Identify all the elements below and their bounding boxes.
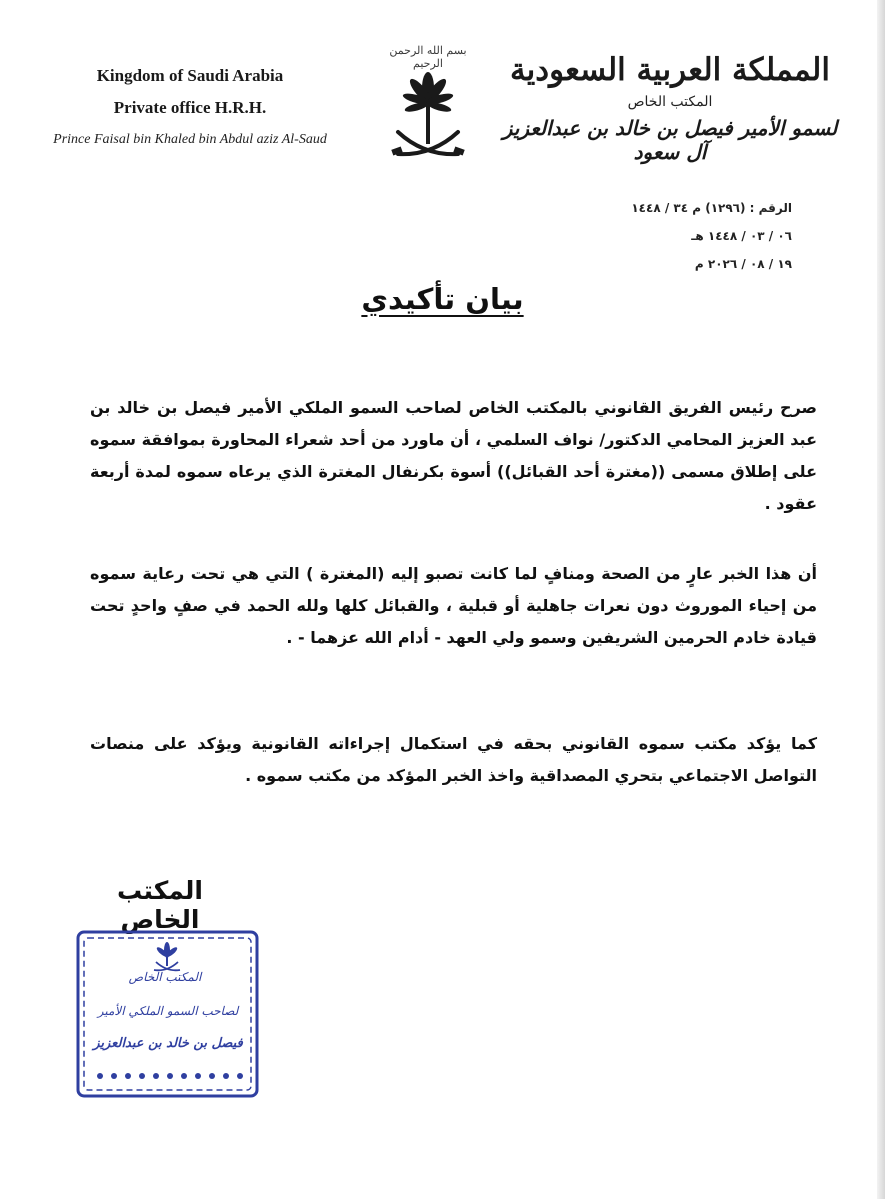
stamp-line-2: لصاحب السمو الملكي الأمير (97, 1004, 239, 1018)
office-stamp (70, 924, 265, 1104)
body-paragraph-3: كما يؤكد مكتب سموه القانوني بحقه في استكمال إجراءاته القانونية ويؤكد على منصات التواصل الاجتماعي بتحري المصداقية واخذ الخبر المؤكد من مكتب سموه . (90, 734, 817, 785)
arabic-letterhead (495, 50, 845, 164)
english-letterhead (40, 66, 340, 148)
letterhead-kingdom-ar: المملكة العربية السعودية (510, 52, 830, 88)
reference-hijri-date: ٠٦ / ٠٣ / ١٤٤٨ هـ (691, 229, 792, 243)
letterhead-kingdom: Kingdom of Saudi Arabia (96, 66, 284, 85)
palm-and-crossed-swords-emblem-icon (384, 44, 472, 174)
reference-block (631, 196, 792, 280)
document-title (0, 282, 885, 316)
body-paragraph-2: أن هذا الخبر عارٍ من الصحة ومنافٍ لما كانت تصبو إليه (المغترة ) التي هي تحت رعاية سموه من إحياء الموروث دون نعرات جاهلية أو قبلية ، والقبائل كلها ولله الحمد في صفٍ واحدٍ تحت قيادة خادم الحرمين الشريفين وسمو ولي العهد - أدام الله عزهما - . (90, 564, 817, 647)
saudi-emblem (384, 44, 472, 174)
stamp-line-1: المكتب الخاص (128, 970, 202, 984)
letterhead-office: Private office H.R.H. (113, 98, 267, 117)
reference-gregorian-date: ١٩ / ٠٨ / ٢٠٢٦ م (694, 257, 792, 271)
letterhead-office-ar: المكتب الخاص (627, 94, 713, 110)
document-title-text: بيان تأكيدي (361, 282, 524, 316)
letterhead-prince-ar: لسمو الأمير فيصل بن خالد بن عبدالعزيز آل سعود (502, 116, 838, 164)
letterhead-prince: Prince Faisal bin Khaled bin Abdul aziz Al-Saud (53, 132, 327, 147)
reference-number: الرقم : (١٢٩٦) م ٣٤ / ١٤٤٨ (631, 201, 792, 215)
stamp-line-3: فيصل بن خالد بن عبدالعزيز (93, 1036, 243, 1051)
body-paragraph-1: صرح رئيس الفريق القانوني بالمكتب الخاص لصاحب السمو الملكي الأمير فيصل بن خالد بن عبد العزيز المحامي الدكتور/ نواف السلمي ، أن ماورد من أحد شعراء المحاورة بموافقة سموه على إطلاق مسمى ((مغترة أحد القبائل)) أسوة بكرنفال المغترة الذي يرعاه سموه لمدة أربعة عقود . (90, 398, 817, 513)
signature-label: المكتب الخاص (117, 876, 203, 934)
scan-edge (877, 0, 885, 1199)
basmala: بسم الله الرحمن الرحيم (389, 44, 467, 70)
